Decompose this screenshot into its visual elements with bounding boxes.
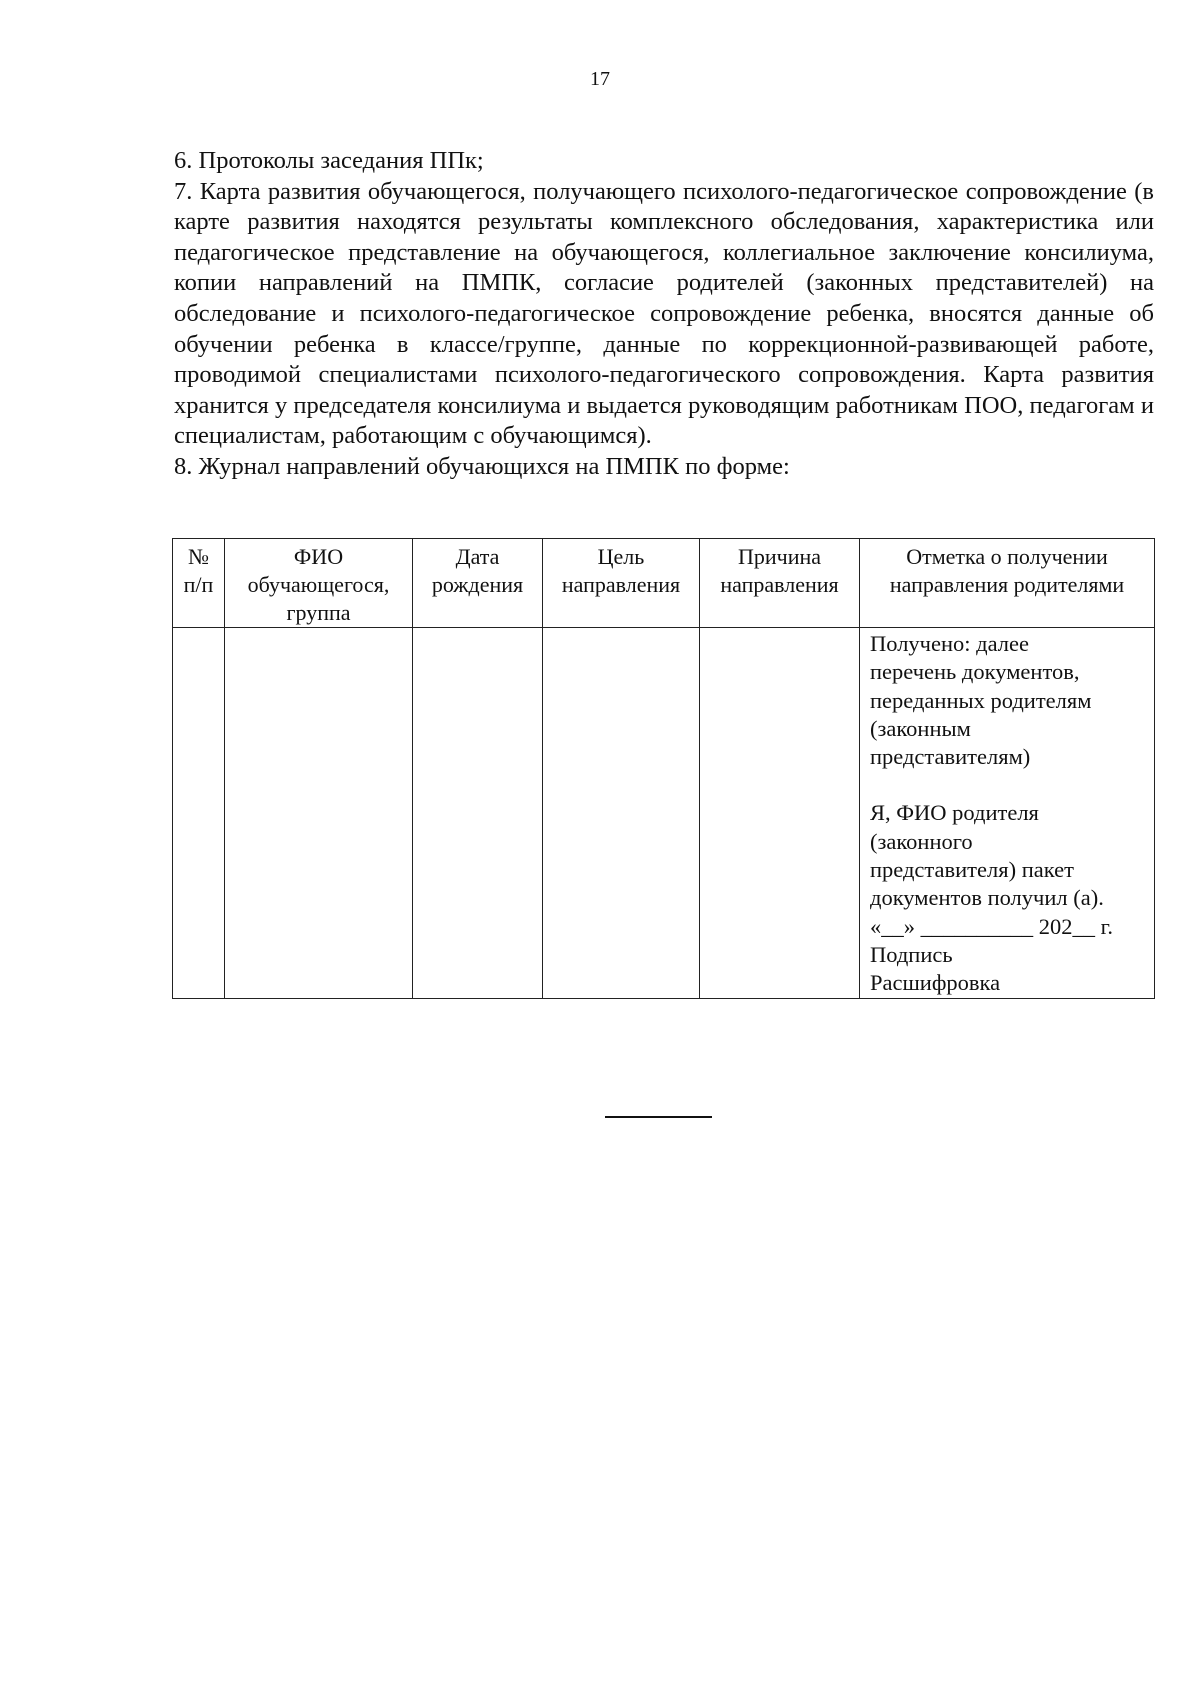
header-referral-goal bbox=[543, 539, 700, 628]
header-referral-reason-line2: направления bbox=[720, 572, 839, 597]
header-referral-goal-line2: направления bbox=[561, 572, 681, 597]
header-parent-receipt bbox=[860, 539, 1155, 628]
header-birth-date-line2: рождения bbox=[431, 572, 524, 597]
header-birth-date bbox=[413, 539, 543, 628]
header-student-name bbox=[225, 539, 413, 628]
receipt-spacer bbox=[870, 771, 1146, 799]
header-student-name-line1: ФИО bbox=[293, 544, 344, 569]
page-number: 17 bbox=[590, 68, 610, 90]
header-referral-reason-line1: Причина bbox=[737, 544, 822, 569]
cell-referral-reason bbox=[700, 628, 860, 999]
receipt-line: (законного bbox=[870, 828, 973, 854]
receipt-line: переданных родителям bbox=[870, 687, 1092, 713]
receipt-signature-label: Подпись bbox=[870, 941, 953, 967]
header-birth-date-line1: Дата bbox=[455, 544, 500, 569]
header-number-line2: п/п bbox=[183, 572, 214, 597]
journal-entry-row bbox=[173, 628, 1155, 999]
paragraph-8: 8. Журнал направлений обучающихся на ПМПК по форме: bbox=[174, 452, 790, 480]
receipt-line: (законным bbox=[870, 715, 971, 741]
cell-birth-date bbox=[413, 628, 543, 999]
paragraph-7: 7. Карта развития обучающегося, получающего психолого-педагогическое сопровождение (в карте развития находятся результаты комплексного обследования, характеристика или педагогическое представление на обучающегося, коллегиальное заключение консилиума, копии направлений на ПМПК, согласие родителей (законных представителей) на обследование и психолого-педагогическое сопровождение ребенка, вносятся данные об обучении ребенка в классе/группе, данные по коррекционной-развивающей работе, проводимой специалистами психолого-педагогического сопровождения. Карта развития хранится у председателя консилиума и выдается руководящим работникам ПОО, педагогам и специалистам, работающим с обучающимся). bbox=[174, 177, 1154, 450]
header-number bbox=[173, 539, 225, 628]
end-of-document-rule bbox=[605, 1116, 712, 1118]
receipt-date-line: «__» __________ 202__ г. bbox=[870, 913, 1113, 939]
header-referral-reason bbox=[700, 539, 860, 628]
header-parent-receipt-line1: Отметка о получении bbox=[906, 544, 1108, 569]
receipt-line: Я, ФИО родителя bbox=[870, 800, 1039, 826]
header-parent-receipt-line2: направления родителями bbox=[889, 572, 1125, 597]
journal-table bbox=[172, 538, 1155, 999]
document-body bbox=[174, 146, 1154, 483]
receipt-line: представителям) bbox=[870, 744, 1031, 770]
receipt-line: Получено: далее bbox=[870, 631, 1029, 656]
header-referral-goal-line1: Цель bbox=[597, 544, 645, 569]
cell-student-name bbox=[225, 628, 413, 999]
cell-referral-goal bbox=[543, 628, 700, 999]
header-student-name-line3: группа bbox=[286, 600, 351, 625]
receipt-line: представителя) пакет bbox=[870, 857, 1074, 883]
header-student-name-line2: обучающегося, bbox=[247, 572, 390, 597]
header-number-line1: № bbox=[188, 544, 209, 569]
journal-header-row bbox=[173, 539, 1155, 628]
receipt-line: документов получил (а). bbox=[870, 885, 1104, 911]
paragraph-6: 6. Протоколы заседания ППк; bbox=[174, 147, 484, 174]
receipt-transcript-label: Расшифровка bbox=[870, 970, 1001, 996]
cell-number bbox=[173, 628, 225, 999]
receipt-line: перечень документов, bbox=[870, 659, 1080, 685]
cell-parent-receipt bbox=[860, 628, 1155, 999]
